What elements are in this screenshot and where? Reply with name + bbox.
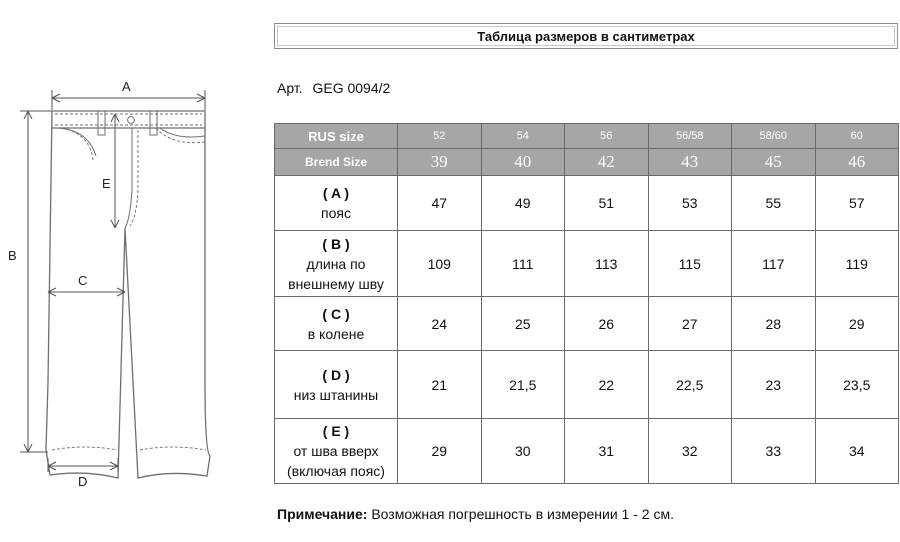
table-cell: 22 [565,351,649,419]
article-value: GEG 0094/2 [312,80,391,96]
row-desc: низ штанины [293,386,379,403]
table-row [275,351,899,419]
table-cell: 28 [732,297,816,351]
brend-size-row [275,149,899,176]
header-value: 60 [815,124,899,149]
table-cell: 26 [565,297,649,351]
header-value: 39 [398,149,482,176]
table-cell: 21,5 [481,351,565,419]
header-value: 45 [732,149,816,176]
table-row [275,176,899,231]
row-code: ( A ) [322,185,350,201]
label-a: A [122,79,131,94]
header-label: Brend Size [275,149,398,176]
table-cell: 119 [815,231,899,297]
row-code: ( B ) [322,235,350,252]
row-code: ( D ) [322,366,350,383]
label-b: B [8,248,17,263]
header-label: RUS size [275,124,398,149]
label-e: E [102,176,111,191]
table-cell: 25 [481,297,565,351]
table-cell: 32 [648,419,732,484]
table-cell: 111 [481,231,565,297]
row-desc: длина по [306,255,366,272]
page-title: Таблица размеров в сантиметрах [477,28,695,44]
table-cell: 33 [732,419,816,484]
row-desc: внешнему шву [288,275,384,292]
header-value: 56 [565,124,649,149]
rus-size-row [275,124,899,149]
table-cell: 47 [398,176,482,231]
header-value: 43 [648,149,732,176]
table-cell: 23 [732,351,816,419]
row-code: ( C ) [322,305,350,322]
table-cell: 29 [398,419,482,484]
label-c: C [78,273,88,288]
table-row [275,419,899,484]
row-label [275,351,398,419]
row-label [275,419,398,484]
table-cell: 117 [732,231,816,297]
row-desc: (включая пояс) [287,463,385,479]
table-row [275,297,899,351]
note-label: Примечание: [277,506,368,522]
label-d: D [78,474,88,489]
table-cell: 27 [648,297,732,351]
table-cell: 49 [481,176,565,231]
size-table [274,123,899,484]
table-cell: 53 [648,176,732,231]
row-label [275,176,398,231]
header-value: 42 [565,149,649,176]
table-cell: 115 [648,231,732,297]
row-desc: в колене [307,325,365,342]
table-cell: 22,5 [648,351,732,419]
note-text: Возможная погрешность в измерении 1 - 2 см. [371,506,674,522]
jeans-measurement-diagram [0,70,230,500]
note [277,506,674,522]
table-cell: 29 [815,297,899,351]
row-code: ( E ) [322,423,350,439]
table-cell: 113 [565,231,649,297]
header-value: 40 [481,149,565,176]
header-value: 52 [398,124,482,149]
jeans-outline [46,111,210,478]
table-cell: 31 [565,419,649,484]
table-cell: 21 [398,351,482,419]
table-cell: 30 [481,419,565,484]
article-label: Арт. [277,80,303,96]
table-cell: 55 [732,176,816,231]
table-cell: 109 [398,231,482,297]
article-line [277,80,390,96]
table-row [275,231,899,297]
header-value: 56/58 [648,124,732,149]
row-label [275,297,398,351]
table-cell: 34 [815,419,899,484]
header-value: 54 [481,124,565,149]
row-desc: от шва вверх [293,443,379,459]
table-cell: 23,5 [815,351,899,419]
header-value: 46 [815,149,899,176]
row-desc: пояс [321,205,351,221]
header-value: 58/60 [732,124,816,149]
table-cell: 57 [815,176,899,231]
table-cell: 51 [565,176,649,231]
button-icon [128,117,135,124]
table-cell: 24 [398,297,482,351]
title-box [274,23,898,49]
row-label [275,231,398,297]
